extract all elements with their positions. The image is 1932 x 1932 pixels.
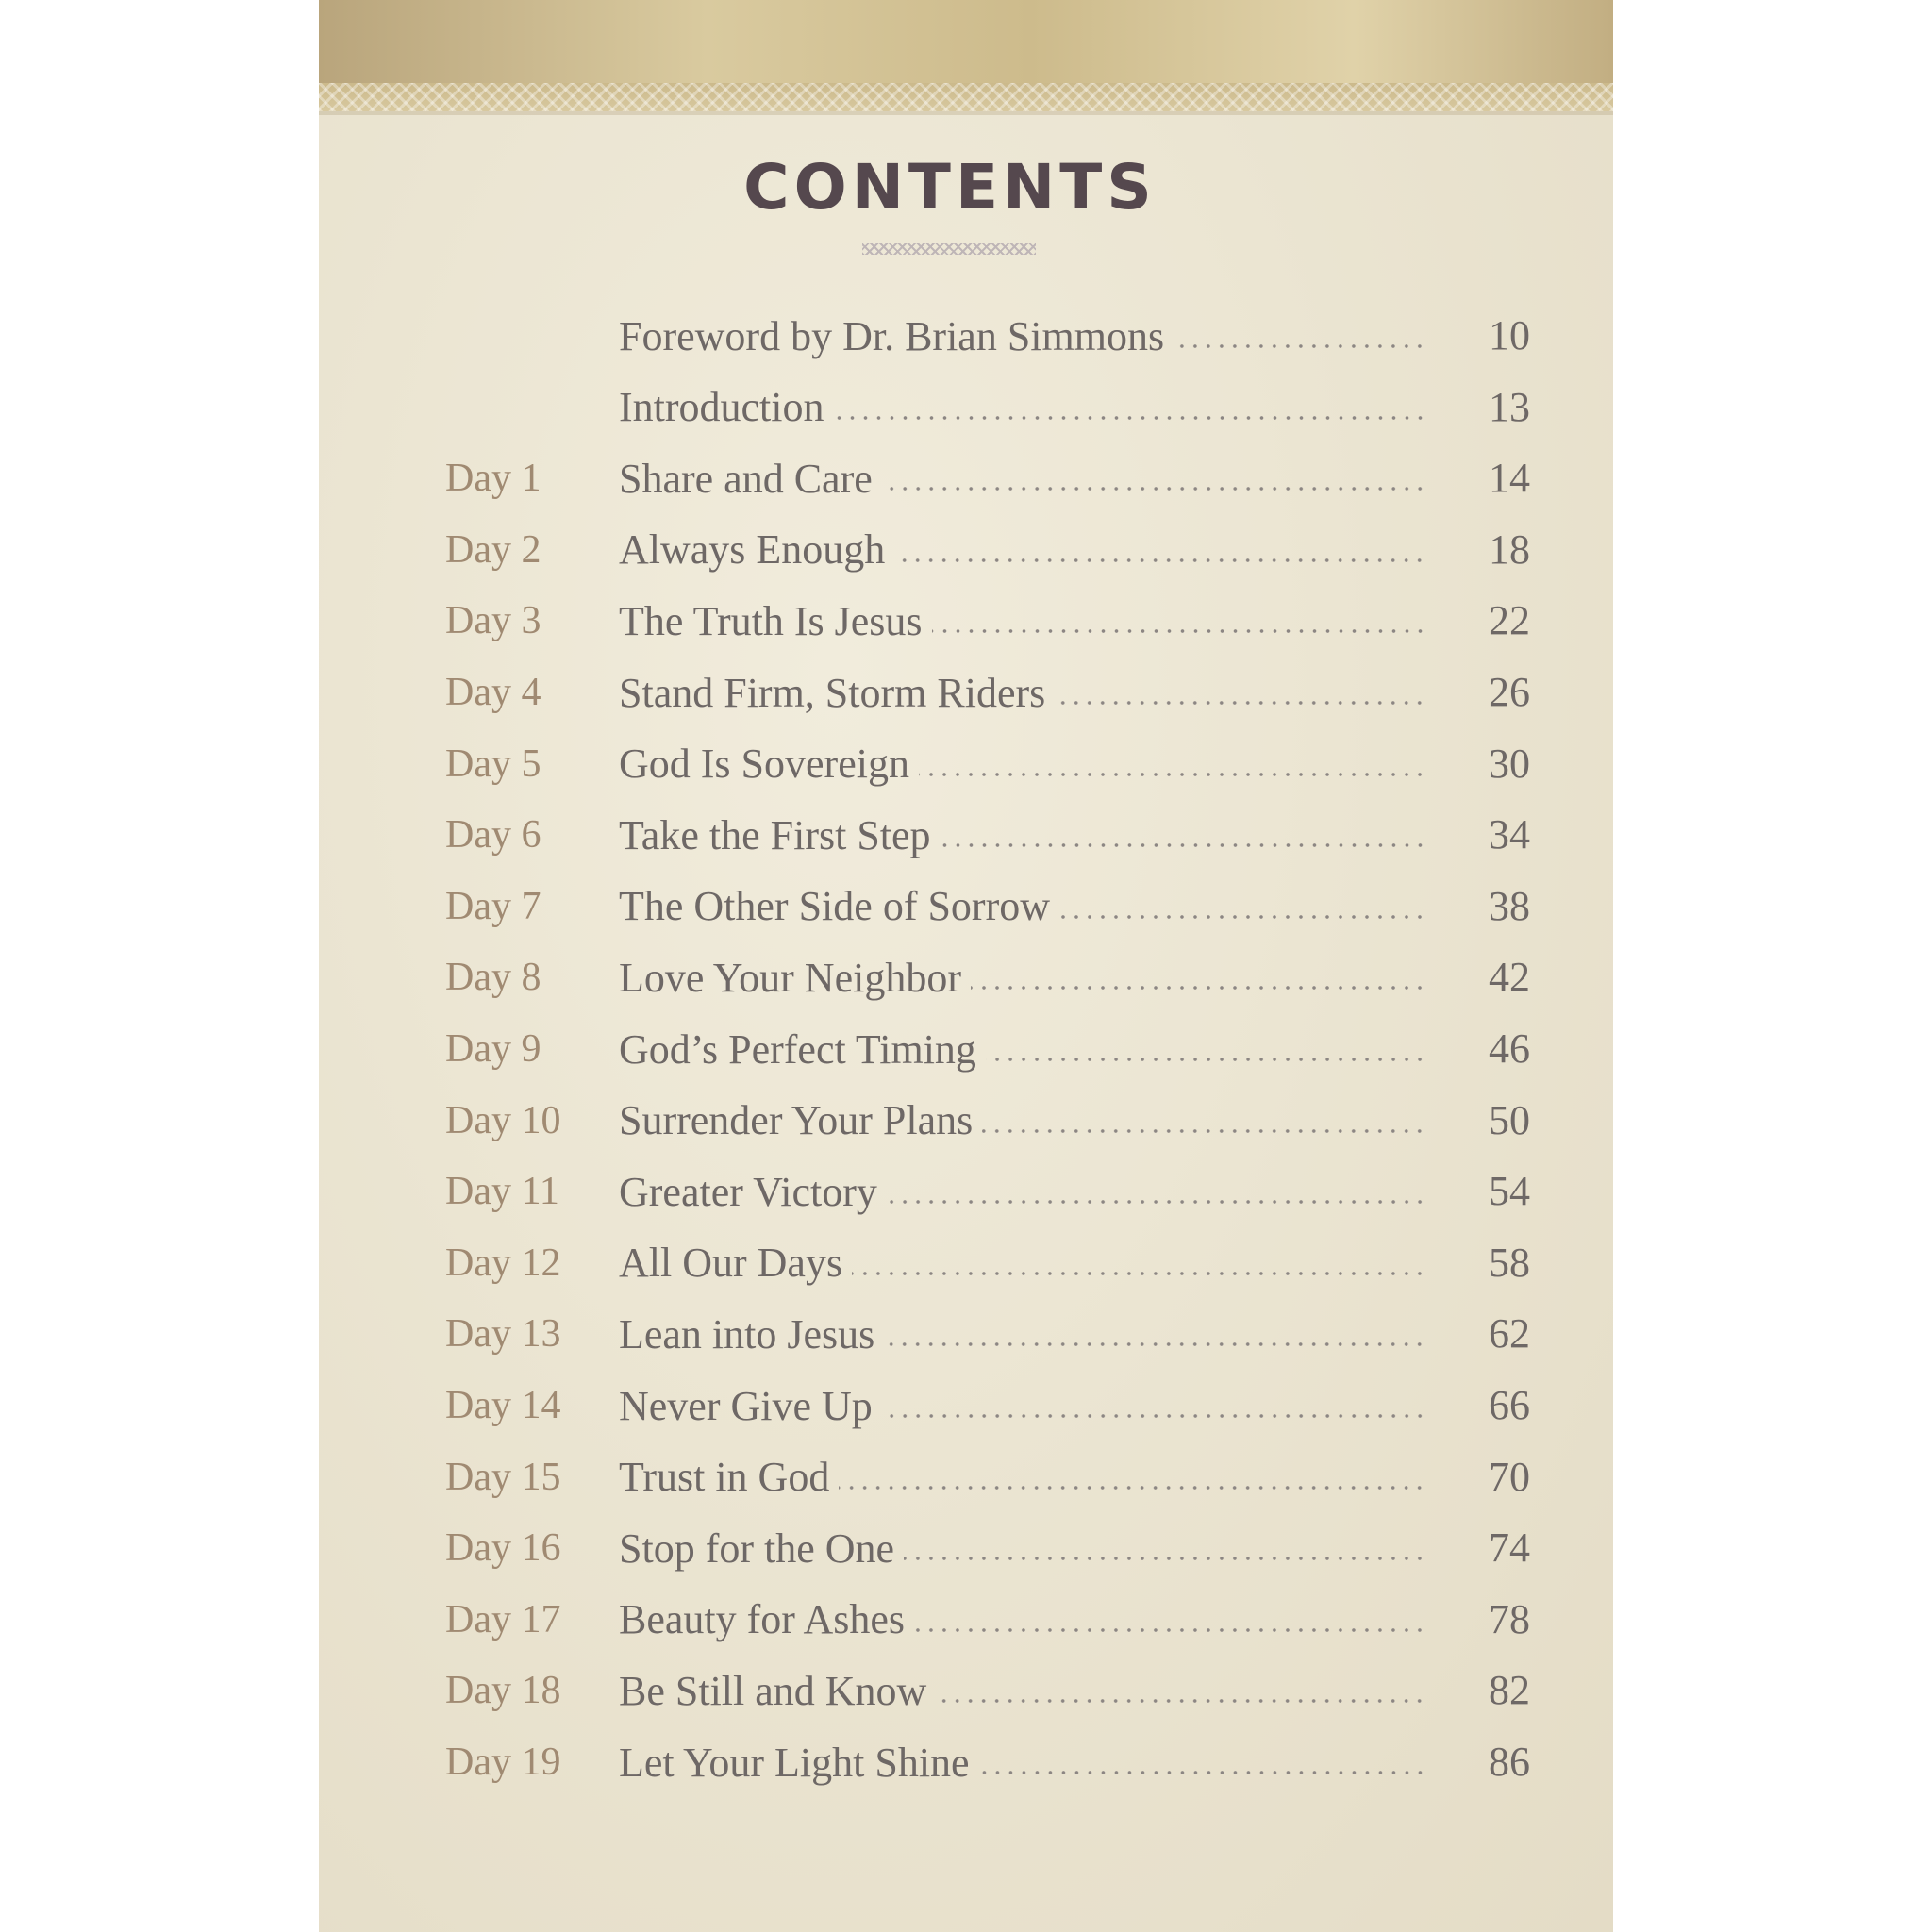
toc-entry — [319, 1013, 1613, 1085]
toc-day-label: Day 8 — [445, 956, 541, 1000]
toc-entry-title-group — [619, 1441, 1430, 1513]
toc-page-number: 74 — [1489, 1524, 1530, 1572]
toc-day-label: Day 4 — [445, 671, 541, 714]
toc-entry-title-group — [619, 871, 1430, 942]
toc-entry-title-group — [619, 1085, 1430, 1157]
toc-day-label: Day 12 — [445, 1241, 561, 1285]
toc-entry-title: Stand Firm, Storm Riders — [619, 669, 1046, 716]
toc-entry — [319, 728, 1613, 800]
toc-entry — [319, 585, 1613, 657]
dot-leader — [932, 627, 1427, 635]
toc-page-number: 58 — [1489, 1239, 1530, 1286]
dot-leader — [1174, 342, 1426, 350]
toc-page-number: 66 — [1489, 1382, 1530, 1428]
toc-entry — [319, 372, 1613, 443]
toc-page-number: 22 — [1489, 597, 1530, 644]
toc-entry — [319, 1298, 1613, 1370]
toc-entry-title: God Is Sovereign — [619, 741, 909, 788]
dot-leader — [919, 771, 1426, 778]
toc-entry-title: Surrender Your Plans — [619, 1097, 974, 1144]
toc-day-label: Day 16 — [445, 1526, 561, 1571]
toc-entry-title: All Our Days — [619, 1240, 843, 1287]
toc-entry-title: Share and Care — [619, 455, 873, 502]
toc-entry — [319, 1441, 1613, 1513]
toc-entry-title-group — [619, 1298, 1430, 1370]
toc-entry — [319, 1370, 1613, 1441]
toc-entry — [319, 1512, 1613, 1584]
toc-entry-title: Take the First Step — [619, 811, 931, 858]
toc-page-number: 38 — [1489, 882, 1530, 929]
dot-leader — [979, 1769, 1426, 1776]
toc-entry — [319, 514, 1613, 586]
toc-day-label: Day 2 — [445, 527, 541, 572]
dot-leader — [894, 557, 1426, 564]
toc-day-label: Day 9 — [445, 1027, 541, 1071]
toc-entry-title: Never Give Up — [619, 1382, 873, 1429]
toc-entry — [319, 300, 1613, 372]
toc-entry-title-group — [619, 941, 1430, 1013]
toc-entry-title: Greater Victory — [619, 1168, 877, 1215]
toc-day-label: Day 11 — [445, 1170, 559, 1214]
toc-day-label: Day 1 — [445, 457, 541, 501]
toc-entry-title-group — [619, 514, 1430, 586]
toc-entry — [319, 1726, 1613, 1798]
toc-page-number: 42 — [1489, 954, 1530, 1001]
toc-entry-title-group — [619, 585, 1430, 657]
dot-leader — [971, 984, 1426, 991]
dot-leader — [887, 1198, 1426, 1206]
toc-entry-title: Foreword by Dr. Brian Simmons — [619, 312, 1165, 359]
toc-entry-title-group — [619, 372, 1430, 443]
dot-leader — [914, 1626, 1426, 1634]
toc-entry — [319, 1584, 1613, 1656]
toc-entry-title: Stop for the One — [619, 1524, 895, 1572]
toc-day-label: Day 10 — [445, 1098, 561, 1142]
toc-entry-title-group — [619, 1584, 1430, 1656]
toc-entry-title: God’s Perfect Timing — [619, 1025, 976, 1073]
toc-entry — [319, 1655, 1613, 1726]
toc-page-number: 26 — [1489, 669, 1530, 715]
toc-day-label: Day 19 — [445, 1740, 561, 1784]
toc-entry — [319, 1156, 1613, 1227]
toc-entry-title: Love Your Neighbor — [619, 954, 961, 1001]
dot-leader — [852, 1270, 1426, 1277]
toc-page-number: 10 — [1489, 312, 1530, 358]
toc-page-number: 13 — [1489, 383, 1530, 430]
toc-day-label: Day 6 — [445, 813, 541, 858]
dot-leader — [1055, 699, 1426, 707]
dot-leader — [941, 841, 1426, 849]
toc-day-label: Day 15 — [445, 1455, 561, 1499]
toc-page-number: 86 — [1489, 1739, 1530, 1785]
decorative-header-trim — [319, 83, 1613, 111]
toc-entry-title: The Truth Is Jesus — [619, 597, 923, 644]
toc-page-number: 18 — [1489, 525, 1530, 573]
toc-entry-title-group — [619, 728, 1430, 800]
toc-entry-title-group — [619, 1726, 1430, 1798]
toc-entry-title: Introduction — [619, 384, 824, 431]
dot-leader — [1059, 913, 1426, 921]
toc-page-number: 82 — [1489, 1667, 1530, 1714]
toc-page-number: 14 — [1489, 455, 1530, 502]
toc-entry-title: Lean into Jesus — [619, 1310, 875, 1357]
toc-entry-title-group — [619, 300, 1430, 372]
toc-entry-title-group — [619, 1013, 1430, 1085]
toc-page-number: 50 — [1489, 1096, 1530, 1143]
toc-entry-title-group — [619, 442, 1430, 514]
toc-day-label: Day 3 — [445, 599, 541, 643]
toc-entry-title-group — [619, 1655, 1430, 1726]
toc-entry-title: Let Your Light Shine — [619, 1739, 970, 1786]
toc-entry — [319, 1085, 1613, 1157]
toc-day-label: Day 14 — [445, 1384, 561, 1427]
page-title: CONTENTS — [743, 151, 1157, 224]
toc-entry — [319, 1227, 1613, 1299]
toc-page-number: 70 — [1489, 1453, 1530, 1500]
toc-entry-title: The Other Side of Sorrow — [619, 883, 1051, 930]
dot-leader — [834, 414, 1426, 422]
dot-leader — [884, 1341, 1426, 1348]
toc-entry-title-group — [619, 1227, 1430, 1299]
toc-page-number: 30 — [1489, 740, 1530, 787]
toc-day-label: Day 18 — [445, 1669, 561, 1713]
toc-day-label: Day 17 — [445, 1597, 561, 1641]
dot-leader — [882, 1412, 1426, 1420]
toc-entry — [319, 941, 1613, 1013]
toc-entry — [319, 871, 1613, 942]
toc-entry-title: Be Still and Know — [619, 1667, 927, 1714]
toc-page-number: 34 — [1489, 811, 1530, 858]
dot-leader — [904, 1555, 1426, 1562]
toc-entry — [319, 442, 1613, 514]
dot-leader — [986, 1056, 1426, 1063]
dot-leader — [982, 1127, 1426, 1135]
toc-entry-title: Beauty for Ashes — [619, 1596, 906, 1643]
toc-entry-title-group — [619, 657, 1430, 728]
toc-entry-title: Trust in God — [619, 1454, 830, 1501]
toc-page-number: 54 — [1489, 1168, 1530, 1215]
toc-entry — [319, 799, 1613, 871]
dot-leader — [936, 1697, 1426, 1705]
toc-entry-title-group — [619, 799, 1430, 871]
toc-entry — [319, 657, 1613, 728]
toc-day-label: Day 5 — [445, 741, 541, 786]
header-band-edge — [319, 111, 1613, 115]
toc-page-number: 78 — [1489, 1595, 1530, 1642]
title-ornament — [862, 243, 1036, 255]
book-page — [319, 0, 1613, 1932]
toc-entry-title-group — [619, 1512, 1430, 1584]
dot-leader — [882, 485, 1426, 492]
toc-page-number: 62 — [1489, 1310, 1530, 1357]
toc-entry-title-group — [619, 1370, 1430, 1441]
dot-leader — [839, 1484, 1426, 1491]
toc-entry-title-group — [619, 1156, 1430, 1227]
toc-day-label: Day 13 — [445, 1312, 561, 1357]
toc-page-number: 46 — [1489, 1025, 1530, 1072]
toc-entry-title: Always Enough — [619, 526, 886, 574]
toc-day-label: Day 7 — [445, 884, 541, 928]
